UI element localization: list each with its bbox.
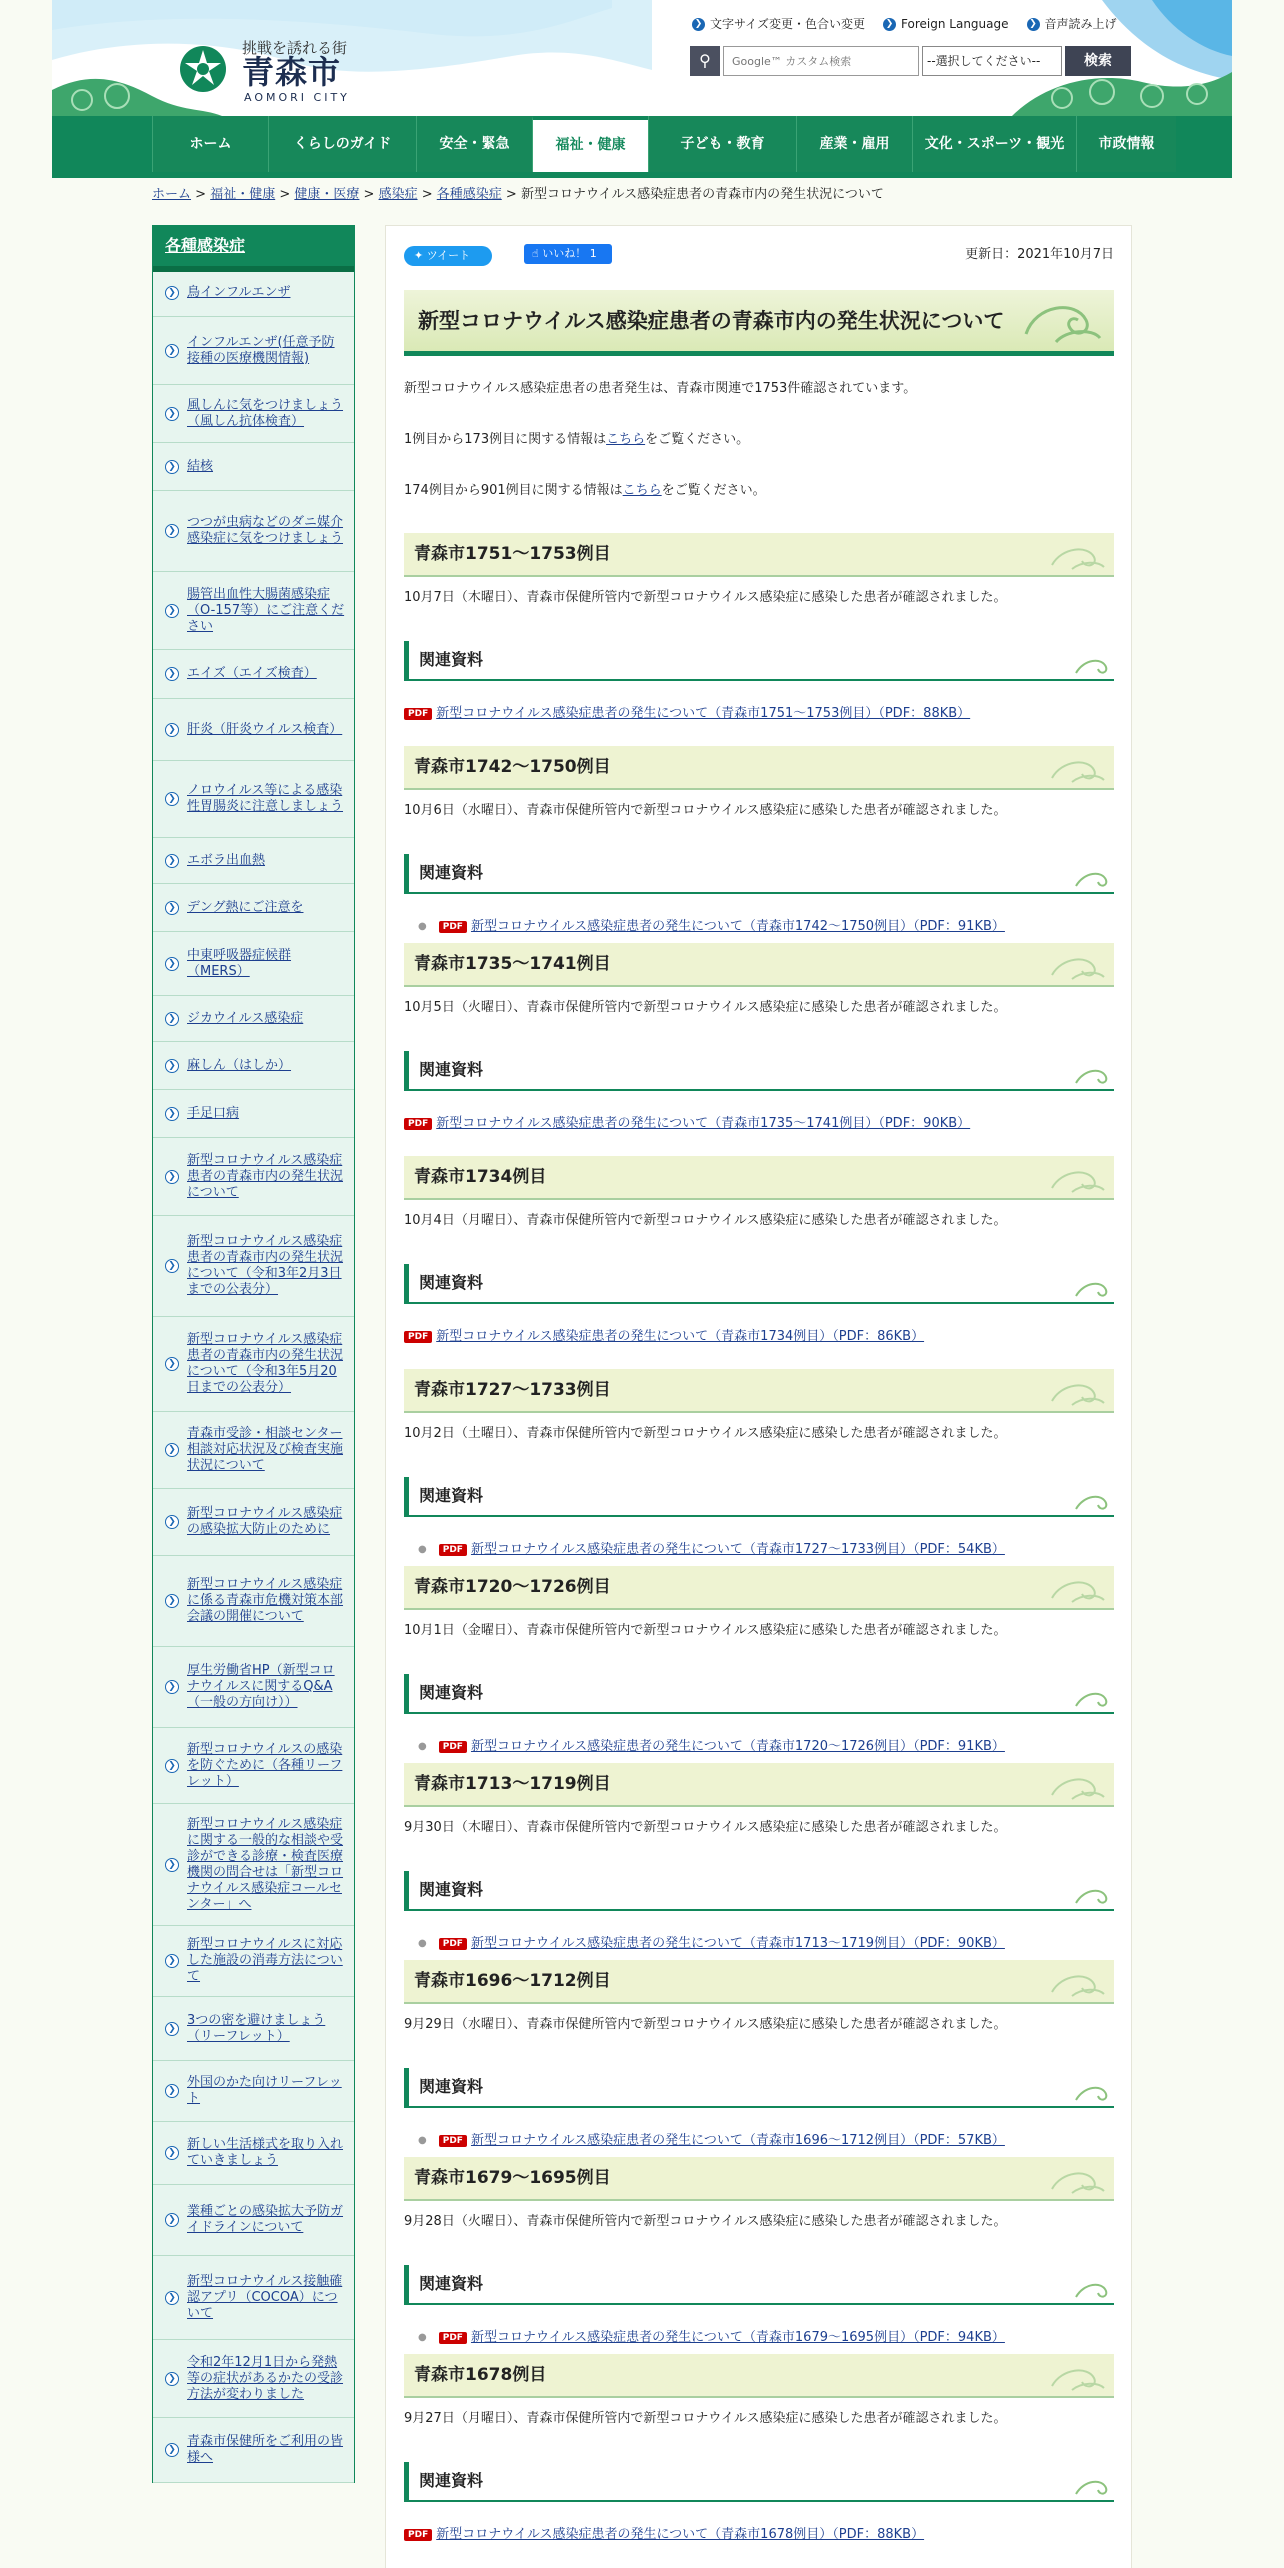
sidebar-item[interactable] [153, 2122, 354, 2185]
sidebar-item[interactable] [153, 1489, 354, 1556]
logo-city-name-en: AOMORI CITY [244, 91, 350, 104]
swirl-decoration-icon [1048, 951, 1108, 981]
section-heading: 青森市1720～1726例目 [404, 1566, 1114, 1610]
search-button[interactable]: 検索 [1065, 46, 1131, 76]
swirl-decoration-icon [1074, 1278, 1114, 1300]
chevron-right-icon: ❯ [165, 1170, 179, 1184]
pdf-link[interactable]: 新型コロナウイルス感染症患者の発生について（青森市1678例目）（PDF：88KB） [436, 2527, 925, 2542]
info-901: 174例目から901例目に関する情報はこちらをご覧ください。 [404, 483, 766, 498]
sidebar-item[interactable] [153, 884, 354, 932]
sidebar-item-link[interactable]: 青森市保健所をご利用の皆様へ [187, 2434, 344, 2465]
chevron-right-icon: ❯ [165, 1680, 179, 1694]
bullet-icon: ● [418, 1938, 427, 1950]
section-description: 9月27日（月曜日）、青森市保健所管内で新型コロナウイルス感染症に感染した患者が確認されました。 [404, 2411, 1007, 2426]
sidebar-item[interactable] [153, 1926, 354, 1997]
sidebar-item-link[interactable]: 新型コロナウイルス感染症に係る青森市危機対策本部会議の開催について [187, 1577, 344, 1624]
pdf-icon: PDF [404, 1118, 432, 1130]
share-bar [404, 244, 1114, 268]
sidebar-item-link[interactable]: 新型コロナウイルスに対応した施設の消毒方法について [187, 1937, 343, 1984]
section-heading: 青森市1679～1695例目 [404, 2157, 1114, 2201]
section-heading: 青森市1751～1753例目 [404, 533, 1114, 577]
sidebar-item[interactable] [153, 932, 354, 996]
chevron-right-icon: ❯ [165, 1012, 179, 1026]
swirl-decoration-icon [1074, 1065, 1114, 1087]
sidebar-item[interactable] [153, 2418, 354, 2483]
nav-city-info[interactable]: 市政情報 [1076, 116, 1176, 172]
chevron-right-icon: ❯ [165, 344, 179, 358]
sidebar-item[interactable] [153, 1317, 354, 1412]
nav-industry[interactable]: 産業・雇用 [796, 116, 912, 172]
section-description: 9月29日（水曜日）、青森市保健所管内で新型コロナウイルス感染症に感染した患者が確認されました。 [404, 2017, 1007, 2032]
voice-reading-link[interactable]: ❯ 音声読み上げ [1027, 16, 1117, 33]
pdf-icon: PDF [404, 2529, 432, 2541]
chevron-right-icon: ❯ [1027, 18, 1040, 31]
pdf-icon: PDF [439, 921, 467, 933]
section-heading: 青森市1713～1719例目 [404, 1763, 1114, 1807]
sidebar-item-link[interactable]: 腸管出血性大腸菌感染症（O-157等）にご注意ください [187, 586, 345, 634]
breadcrumb: ホーム > 福祉・健康 > 健康・医療 > 感染症 > 各種感染症 > 新型コロナウイルス感染症患者の青森市内の発生状況について [152, 187, 884, 202]
sidebar [152, 225, 355, 2483]
swirl-decoration-icon [1048, 2165, 1108, 2195]
chevron-right-icon: ❯ [165, 407, 179, 421]
section-description: 9月30日（木曜日）、青森市保健所管内で新型コロナウイルス感染症に感染した患者が確認されました。 [404, 1820, 1007, 1835]
chevron-right-icon: ❯ [165, 524, 179, 538]
sidebar-item-link[interactable]: 風しんに気をつけましょう（風しん抗体検査） [187, 397, 344, 429]
sidebar-item[interactable] [153, 2185, 354, 2256]
section-description: 10月1日（金曜日）、青森市保健所管内で新型コロナウイルス感染症に感染した患者が確認されました。 [404, 1623, 1007, 1638]
chevron-right-icon: ❯ [165, 286, 179, 300]
facebook-like-button[interactable]: ☝ いいね！ 1 [524, 244, 612, 264]
swirl-decoration-icon [1074, 868, 1114, 890]
search-input[interactable] [723, 46, 919, 76]
pdf-icon: PDF [439, 1741, 467, 1753]
sidebar-item-link[interactable]: エボラ出血熱 [187, 852, 266, 868]
pdf-link[interactable]: 新型コロナウイルス感染症患者の発生について（青森市1696～1712例目）（PDF：57KB） [470, 2133, 1005, 2148]
section-heading: 青森市1696～1712例目 [404, 1960, 1114, 2004]
nav-home[interactable]: ホーム [152, 116, 268, 172]
chevron-right-icon: ❯ [165, 1594, 179, 1608]
swirl-decoration-icon [1074, 2476, 1114, 2498]
sidebar-item-link[interactable]: ジカウイルス感染症 [187, 1010, 304, 1026]
related-docs-heading: 関連資料 [404, 1051, 1114, 1091]
section-heading: 青森市1678例目 [404, 2354, 1114, 2398]
search-icon: ⚲ [690, 46, 720, 76]
sidebar-item-link[interactable]: デング熱にご注意を [187, 899, 304, 915]
info-173-link[interactable]: こちら [606, 432, 646, 447]
bullet-icon: ● [418, 1741, 427, 1753]
section-description: 10月6日（水曜日）、青森市保健所管内で新型コロナウイルス感染症に感染した患者が確認されました。 [404, 803, 1007, 818]
sidebar-item-link[interactable]: 新型コロナウイルス感染症の感染拡大防止のために [187, 1506, 343, 1537]
swirl-decoration-icon [1048, 1377, 1108, 1407]
main-content [385, 225, 1132, 2568]
sidebar-item[interactable] [153, 1412, 354, 1489]
pdf-icon: PDF [404, 708, 432, 720]
pdf-link[interactable]: 新型コロナウイルス感染症患者の発生について（青森市1727～1733例目）（PDF：54KB） [470, 1542, 1005, 1557]
sidebar-item-link[interactable]: 中東呼吸器症候群（MERS） [187, 947, 292, 979]
sidebar-item[interactable] [153, 699, 354, 761]
swirl-decoration-icon [1048, 754, 1108, 784]
sidebar-item[interactable] [153, 1042, 354, 1090]
nav-safety[interactable]: 安全・緊急 [416, 116, 532, 172]
swirl-decoration-icon [1048, 541, 1108, 571]
swirl-decoration-icon [1074, 1491, 1114, 1513]
chevron-right-icon: ❯ [165, 667, 179, 681]
chevron-right-icon: ❯ [165, 792, 179, 806]
sidebar-item[interactable] [153, 838, 354, 884]
page-title: 新型コロナウイルス感染症患者の青森市内の発生状況について [404, 290, 1114, 356]
pdf-link-item [404, 705, 970, 723]
section-description: 10月7日（木曜日）、青森市保健所管内で新型コロナウイルス感染症に感染した患者が確認されました。 [404, 590, 1007, 605]
chevron-right-icon: ❯ [165, 1059, 179, 1073]
foreign-language-link[interactable]: ❯ Foreign Language [883, 16, 1008, 33]
related-docs-heading: 関連資料 [404, 2462, 1114, 2502]
swirl-decoration-icon [1074, 2082, 1114, 2104]
sidebar-item-link[interactable]: 新型コロナウイルス感染症患者の青森市内の発生状況について [187, 1152, 344, 1200]
breadcrumb-various-infectious[interactable]: 各種感染症 [436, 187, 502, 202]
sidebar-item[interactable] [153, 1216, 354, 1317]
nav-children-education[interactable]: 子ども・教育 [648, 116, 796, 172]
twitter-bird-icon: ✦ [414, 249, 424, 262]
pdf-link-item [404, 1115, 970, 1133]
section-description: 10月4日（月曜日）、青森市保健所管内で新型コロナウイルス感染症に感染した患者が確認されました。 [404, 1213, 1007, 1228]
swirl-decoration-icon [1074, 2279, 1114, 2301]
breadcrumb-infectious[interactable]: 感染症 [378, 187, 418, 202]
related-docs-heading: 関連資料 [404, 641, 1114, 681]
sidebar-item[interactable] [153, 270, 354, 317]
swirl-decoration-icon [1048, 2362, 1108, 2392]
chevron-right-icon: ❯ [165, 604, 179, 618]
sidebar-item-link[interactable]: 新型コロナウイルス感染症患者の青森市内の発生状況について（令和3年2月3日までの公表分） [187, 1234, 344, 1297]
chevron-right-icon: ❯ [165, 723, 179, 737]
section-heading: 青森市1727～1733例目 [404, 1369, 1114, 1413]
pdf-link-item [418, 2329, 1005, 2347]
info-173: 1例目から173例目に関する情報はこちらをご覧ください。 [404, 432, 750, 447]
pdf-icon: PDF [439, 2332, 467, 2344]
pdf-link[interactable]: 新型コロナウイルス感染症患者の発生について（青森市1751～1753例目）（PDF：88KB） [436, 706, 971, 721]
section-description: 10月5日（火曜日）、青森市保健所管内で新型コロナウイルス感染症に感染した患者が確認されました。 [404, 1000, 1007, 1015]
sidebar-item-link[interactable]: 外国のかた向けリーフレット [187, 2075, 342, 2106]
sidebar-item[interactable] [153, 443, 354, 491]
bullet-icon: ● [418, 1544, 427, 1556]
pdf-link-item [404, 2526, 924, 2544]
nav-welfare-health[interactable]: 福祉・健康 [532, 116, 648, 172]
chevron-right-icon: ❯ [165, 1759, 179, 1773]
chevron-right-icon: ❯ [883, 18, 896, 31]
nav-culture-sports[interactable]: 文化・スポーツ・観光 [912, 116, 1076, 172]
swirl-decoration-icon [1016, 294, 1106, 346]
sidebar-item[interactable] [153, 2061, 354, 2122]
text-size-link[interactable]: ❯ 文字サイズ変更・色合い変更 [692, 16, 865, 33]
related-docs-heading: 関連資料 [404, 2068, 1114, 2108]
chevron-right-icon: ❯ [165, 1515, 179, 1529]
pdf-link-item [404, 1328, 924, 1346]
sidebar-item-link[interactable]: 厚生労働省HP（新型コロナウイルスに関するQ&A（一般の方向け）） [187, 1663, 335, 1710]
section-heading: 青森市1742～1750例目 [404, 746, 1114, 790]
related-docs-heading: 関連資料 [404, 1477, 1114, 1517]
chevron-right-icon: ❯ [165, 2213, 179, 2227]
sidebar-item[interactable] [153, 650, 354, 699]
bullet-icon: ● [418, 921, 427, 933]
chevron-right-icon: ❯ [165, 1357, 179, 1371]
swirl-decoration-icon [1048, 1771, 1108, 1801]
chevron-right-icon: ❯ [165, 854, 179, 868]
section-heading: 青森市1735～1741例目 [404, 943, 1114, 987]
breadcrumb-welfare[interactable]: 福祉・健康 [210, 187, 276, 202]
breadcrumb-health-medical[interactable]: 健康・医療 [294, 187, 360, 202]
nav-bottom-bar [52, 172, 1232, 178]
pdf-link[interactable]: 新型コロナウイルス感染症患者の発生について（青森市1735～1741例目）（PDF：90KB） [436, 1116, 971, 1131]
thumbs-up-icon: ☝ [532, 247, 539, 260]
sidebar-item[interactable] [153, 491, 354, 572]
sidebar-item-link[interactable]: 新型コロナウイルス感染症に関する一般的な相談や受診ができる診療・検査医療機関の問合せは「新型コロナウイルス感染症コールセンター」へ [187, 1816, 344, 1912]
site-search [690, 46, 1131, 76]
sidebar-item-link[interactable]: 新型コロナウイルス接触確認アプリ（COCOA）について [187, 2273, 343, 2321]
pdf-icon: PDF [439, 1544, 467, 1556]
chevron-right-icon: ❯ [165, 460, 179, 474]
chevron-right-icon: ❯ [692, 18, 705, 31]
logo-tagline: 挑戦を誘れる街 [242, 39, 348, 57]
sidebar-item-link[interactable]: 令和2年12月1日から発熱等の症状があるかたの受診方法が変わりました [187, 2354, 344, 2402]
chevron-right-icon: ❯ [165, 2084, 179, 2098]
swirl-decoration-icon [1074, 1688, 1114, 1710]
sidebar-item-link[interactable]: 青森市受診・相談センター相談対応状況及び検査実施状況について [187, 1426, 344, 1473]
sidebar-item-link[interactable]: 新型コロナウイルス感染症患者の青森市内の発生状況について（令和3年5月20日までの公表分） [187, 1332, 344, 1395]
swirl-decoration-icon [1048, 1574, 1108, 1604]
sidebar-item[interactable] [153, 1647, 354, 1728]
sidebar-item-link[interactable]: エイズ（エイズ検査） [187, 666, 317, 681]
related-docs-heading: 関連資料 [404, 2265, 1114, 2305]
chevron-right-icon: ❯ [165, 1443, 179, 1457]
chevron-right-icon: ❯ [165, 957, 179, 971]
chevron-right-icon: ❯ [165, 1259, 179, 1273]
chevron-right-icon: ❯ [165, 2022, 179, 2036]
chevron-right-icon: ❯ [165, 2291, 179, 2305]
section-heading: 青森市1734例目 [404, 1156, 1114, 1200]
sidebar-item-link[interactable]: 3つの密を避けましょう（リーフレット） [187, 2012, 326, 2044]
pdf-link[interactable]: 新型コロナウイルス感染症患者の発生について（青森市1720～1726例目）（PDF：91KB） [470, 1739, 1005, 1754]
logo-city-name: 青森市 [242, 53, 342, 91]
sidebar-item[interactable] [153, 1138, 354, 1216]
sidebar-item[interactable] [153, 1556, 354, 1647]
pdf-icon: PDF [404, 1331, 432, 1343]
pdf-link-item [418, 2132, 1005, 2150]
sidebar-item-link[interactable]: 麻しん（はしか） [187, 1057, 292, 1073]
sidebar-item[interactable] [153, 761, 354, 838]
sidebar-item[interactable] [153, 385, 354, 443]
sidebar-item-link[interactable]: つつが虫病などのダニ媒介感染症に気をつけましょう [187, 515, 344, 546]
chevron-right-icon: ❯ [165, 901, 179, 915]
sidebar-item-link[interactable]: 手足口病 [187, 1105, 240, 1121]
chevron-right-icon: ❯ [165, 2443, 179, 2457]
breadcrumb-home[interactable]: ホーム [152, 187, 192, 202]
sidebar-item[interactable] [153, 2340, 354, 2418]
bullet-icon: ● [418, 2332, 427, 2344]
chevron-right-icon: ❯ [165, 2146, 179, 2160]
sidebar-item[interactable] [153, 1728, 354, 1804]
related-docs-heading: 関連資料 [404, 1674, 1114, 1714]
sidebar-item[interactable] [153, 1997, 354, 2061]
section-description: 10月2日（土曜日）、青森市保健所管内で新型コロナウイルス感染症に感染した患者が確認されました。 [404, 1426, 1007, 1441]
info-901-link[interactable]: こちら [622, 483, 662, 498]
tweet-button[interactable]: ✦ ツイート [404, 246, 492, 266]
pdf-link-item [418, 1541, 1005, 1559]
intro-text: 新型コロナウイルス感染症患者の患者発生は、青森市関連で1753件確認されています。 [404, 381, 917, 396]
pdf-link[interactable]: 新型コロナウイルス感染症患者の発生について（青森市1742～1750例目）（PDF：91KB） [470, 919, 1005, 934]
chevron-right-icon: ❯ [165, 1858, 179, 1872]
pdf-link[interactable]: 新型コロナウイルス感染症患者の発生について（青森市1713～1719例目）（PDF：90KB） [470, 1936, 1005, 1951]
swirl-decoration-icon [1048, 1968, 1108, 1998]
chevron-right-icon: ❯ [165, 2372, 179, 2386]
pdf-link[interactable]: 新型コロナウイルス感染症患者の発生について（青森市1734例目）（PDF：86KB） [436, 1329, 925, 1344]
sidebar-item[interactable] [153, 1804, 354, 1926]
nav-living-guide[interactable]: くらしのガイド [268, 116, 416, 172]
sidebar-item[interactable] [153, 1090, 354, 1138]
sidebar-item-link[interactable]: 肝炎（肝炎ウイルス検査） [187, 721, 343, 737]
sidebar-item-link[interactable]: 業種ごとの感染拡大予防ガイドラインについて [187, 2204, 344, 2235]
updated-date: 更新日：2021年10月7日 [965, 247, 1114, 262]
global-nav [152, 116, 1176, 172]
sidebar-item[interactable] [153, 2256, 354, 2340]
search-category-select[interactable]: --選択してください-- [922, 46, 1062, 76]
section-description: 9月28日（火曜日）、青森市保健所管内で新型コロナウイルス感染症に感染した患者が確認されました。 [404, 2214, 1007, 2229]
chevron-right-icon: ❯ [165, 1954, 179, 1968]
chevron-right-icon: ❯ [165, 1107, 179, 1121]
bullet-icon: ● [418, 2135, 427, 2147]
sidebar-item[interactable] [153, 317, 354, 385]
pdf-link-item [418, 1935, 1005, 1953]
pdf-icon: PDF [439, 2135, 467, 2147]
sidebar-item-link[interactable]: 鳥インフルエンザ [187, 285, 291, 300]
pdf-icon: PDF [439, 1938, 467, 1950]
sidebar-item-link[interactable]: 結核 [187, 458, 214, 474]
sidebar-title[interactable]: 各種感染症 [153, 226, 354, 272]
breadcrumb-current: 新型コロナウイルス感染症患者の青森市内の発生状況について [520, 187, 884, 202]
utility-links [692, 16, 1117, 33]
sidebar-item-link[interactable]: インフルエンザ(任意予防接種の医療機関情報) [187, 334, 335, 366]
site-logo[interactable] [178, 38, 368, 104]
sidebar-item-link[interactable]: ノロウイルス等による感染性胃腸炎に注意しましょう [187, 783, 344, 814]
sidebar-item[interactable] [153, 572, 354, 650]
pdf-link-item [418, 918, 1005, 936]
swirl-decoration-icon [1074, 655, 1114, 677]
pdf-link-item [418, 1738, 1005, 1756]
sidebar-item[interactable] [153, 996, 354, 1042]
swirl-decoration-icon [1048, 1164, 1108, 1194]
sidebar-item-link[interactable]: 新しい生活様式を取り入れていきましょう [187, 2137, 344, 2168]
pdf-link[interactable]: 新型コロナウイルス感染症患者の発生について（青森市1679～1695例目）（PDF：94KB） [470, 2330, 1005, 2345]
related-docs-heading: 関連資料 [404, 854, 1114, 894]
swirl-decoration-icon [1074, 1885, 1114, 1907]
related-docs-heading: 関連資料 [404, 1264, 1114, 1304]
related-docs-heading: 関連資料 [404, 1871, 1114, 1911]
city-emblem-icon [178, 44, 228, 94]
sidebar-item-link[interactable]: 新型コロナウイルスの感染を防ぐために（各種リーフレット） [187, 1741, 343, 1789]
